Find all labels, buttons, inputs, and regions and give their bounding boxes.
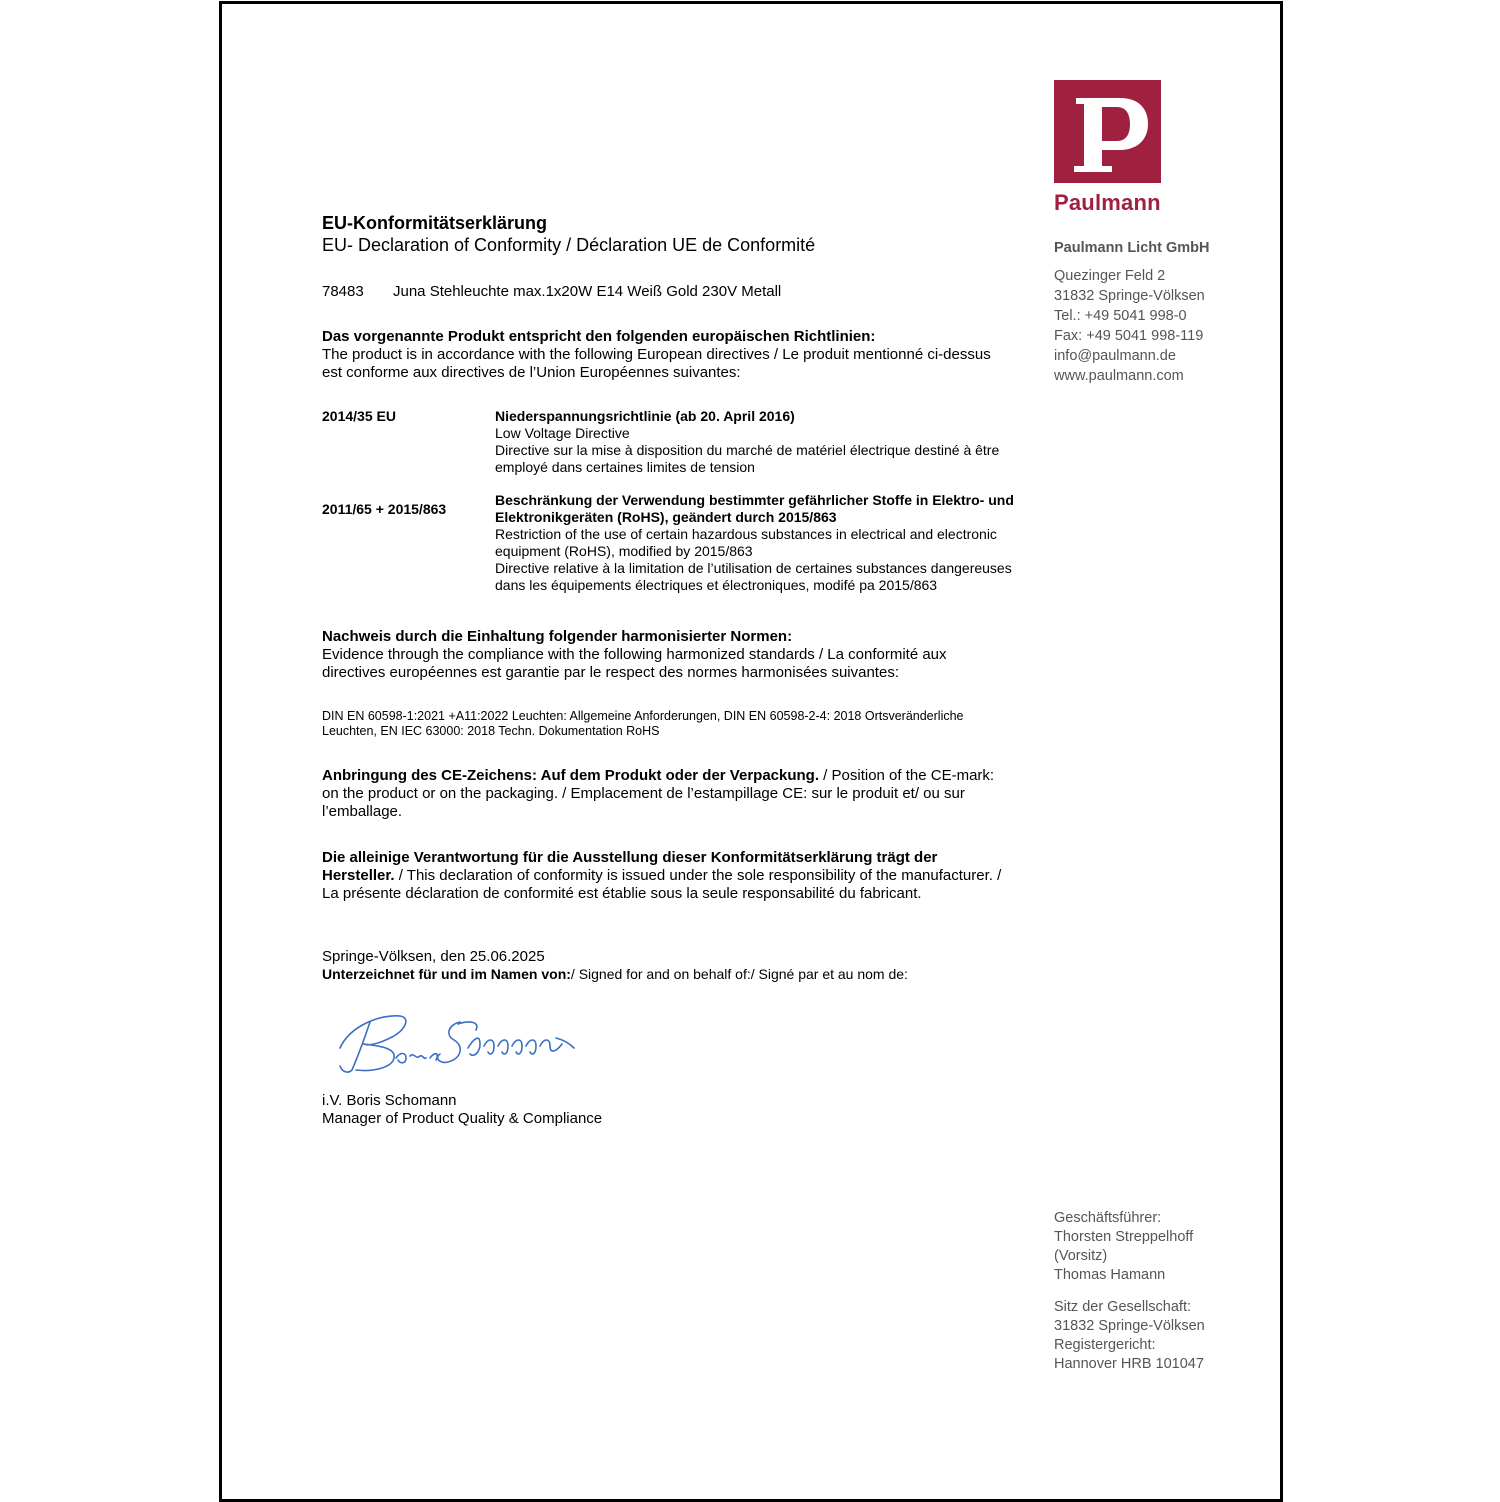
directives-intro: [322, 328, 992, 382]
product-line: [322, 283, 1012, 300]
standards-intro: [322, 628, 1002, 682]
product-description: Juna Stehleuchte max.1x20W E14 Weiß Gold 230V Metall: [393, 283, 782, 300]
ce-mark-heading: Anbringung des CE-Zeichens: Auf dem Produkt oder der Verpackung.: [322, 767, 820, 784]
signature-icon: [330, 1008, 580, 1080]
responsibility-heading: Die alleinige Verantwortung für die Ausstellung dieser Konformitätserklärung trägt der Hersteller.: [322, 849, 938, 884]
logo-wordmark: Paulmann: [1054, 190, 1161, 215]
responsibility-paragraph: [322, 849, 1007, 903]
management-label: Geschäftsführer:: [1054, 1210, 1162, 1226]
address-line: 31832 Springe-Völksen: [1054, 288, 1205, 304]
ce-mark-paragraph: [322, 767, 1002, 821]
registry-label: Sitz der Gesellschaft:: [1054, 1299, 1191, 1315]
directive-line: Directive sur la mise à disposition du marché de matériel électrique destiné à être employé dans certaines limites de tension: [495, 442, 1000, 475]
signed-for-heading: Unterzeichnet für und im Namen von:: [322, 966, 571, 982]
directive-code: 2014/35 EU: [322, 408, 396, 424]
fax: Fax: +49 5041 998-119: [1054, 328, 1204, 344]
product-number: 78483: [322, 283, 364, 300]
ce-mark-text: / Position of the CE-mark: on the product or on the packaging. / Emplacement de l’estampillage CE: sur le produit et/ ou sur l’emballage.: [322, 767, 995, 820]
management-line: Thorsten Streppelhoff: [1054, 1229, 1194, 1245]
management-line: (Vorsitz): [1054, 1248, 1108, 1264]
registry-label: Registergericht:: [1054, 1337, 1156, 1353]
directives-intro-text: The product is in accordance with the following European directives / Le produit mentionné ci-dessus est conforme aux directives de l’Union Européennes suivantes:: [322, 346, 991, 381]
logo-p-glyph: [1054, 80, 1161, 183]
company-address: [1054, 266, 1205, 386]
directive-line: Restriction of the use of certain hazardous substances in electrical and electronic equipment (RoHS), modified by 2015/863: [495, 526, 997, 559]
email-link[interactable]: info@paulmann.de: [1054, 348, 1176, 364]
signatory-name: i.V. Boris Schomann: [322, 1092, 457, 1109]
registry-info: [1054, 1298, 1205, 1374]
directives-intro-heading: Das vorgenannte Produkt entspricht den folgenden europäischen Richtlinien:: [322, 328, 876, 345]
directive-title: Beschränkung der Verwendung bestimmter gefährlicher Stoffe in Elektro- und Elektronikgeräten (RoHS), geändert durch 2015/863: [495, 492, 1014, 525]
directive-description: [495, 492, 1015, 594]
address-line: Quezinger Feld 2: [1054, 268, 1166, 284]
directive-description: [495, 408, 1015, 476]
directive-code: 2011/65 + 2015/863: [322, 501, 447, 517]
registry-line: Hannover HRB 101047: [1054, 1356, 1204, 1372]
directive-line: Directive relative à la limitation de l’utilisation de certaines substances dangereuses dans les équipements électriques et électroniques, modifé pa 2015/863: [495, 560, 1012, 593]
management-info: [1054, 1209, 1193, 1285]
standards-list: DIN EN 60598-1:2021 +A11:2022 Leuchten: Allgemeine Anforderungen, DIN EN 60598-2-4: 2018 Ortsveränderliche Leuchten, EN IEC 63000: 2018 Techn. Dokumentation RoHS: [322, 709, 964, 738]
page-subtitle: EU- Declaration of Conformity / Déclaration UE de Conformité: [322, 235, 816, 255]
responsibility-text: / This declaration of conformity is issued under the sole responsibility of the manufacturer. / La présente déclaration de conformité est établie sous la seule responsabilité du fabricant.: [322, 867, 1002, 902]
standards-intro-text: Evidence through the compliance with the following harmonized standards / La conformité aux directives européennes est garantie par le respect des normes harmonisées suivantes:: [322, 646, 947, 681]
place-date: Springe-Völksen, den 25.06.2025: [322, 948, 545, 965]
directive-line: Low Voltage Directive: [495, 425, 630, 441]
paulmann-logo-icon: [1054, 80, 1161, 183]
signatory-role: Manager of Product Quality & Compliance: [322, 1110, 603, 1127]
phone: Tel.: +49 5041 998-0: [1054, 308, 1187, 324]
page-title: EU-Konformitätserklärung: [322, 213, 548, 233]
company-name: Paulmann Licht GmbH: [1054, 240, 1210, 256]
directive-title: Niederspannungsrichtlinie (ab 20. April 2016): [495, 408, 795, 424]
registry-line: 31832 Springe-Völksen: [1054, 1318, 1205, 1334]
signed-for-text: / Signed for and on behalf of:/ Signé par et au nom de:: [570, 966, 908, 982]
signed-for: [322, 966, 1012, 982]
management-line: Thomas Hamann: [1054, 1267, 1166, 1283]
website-link[interactable]: www.paulmann.com: [1054, 368, 1184, 384]
signatory: [322, 1092, 1012, 1128]
standards-heading: Nachweis durch die Einhaltung folgender harmonisierter Normen:: [322, 628, 793, 645]
